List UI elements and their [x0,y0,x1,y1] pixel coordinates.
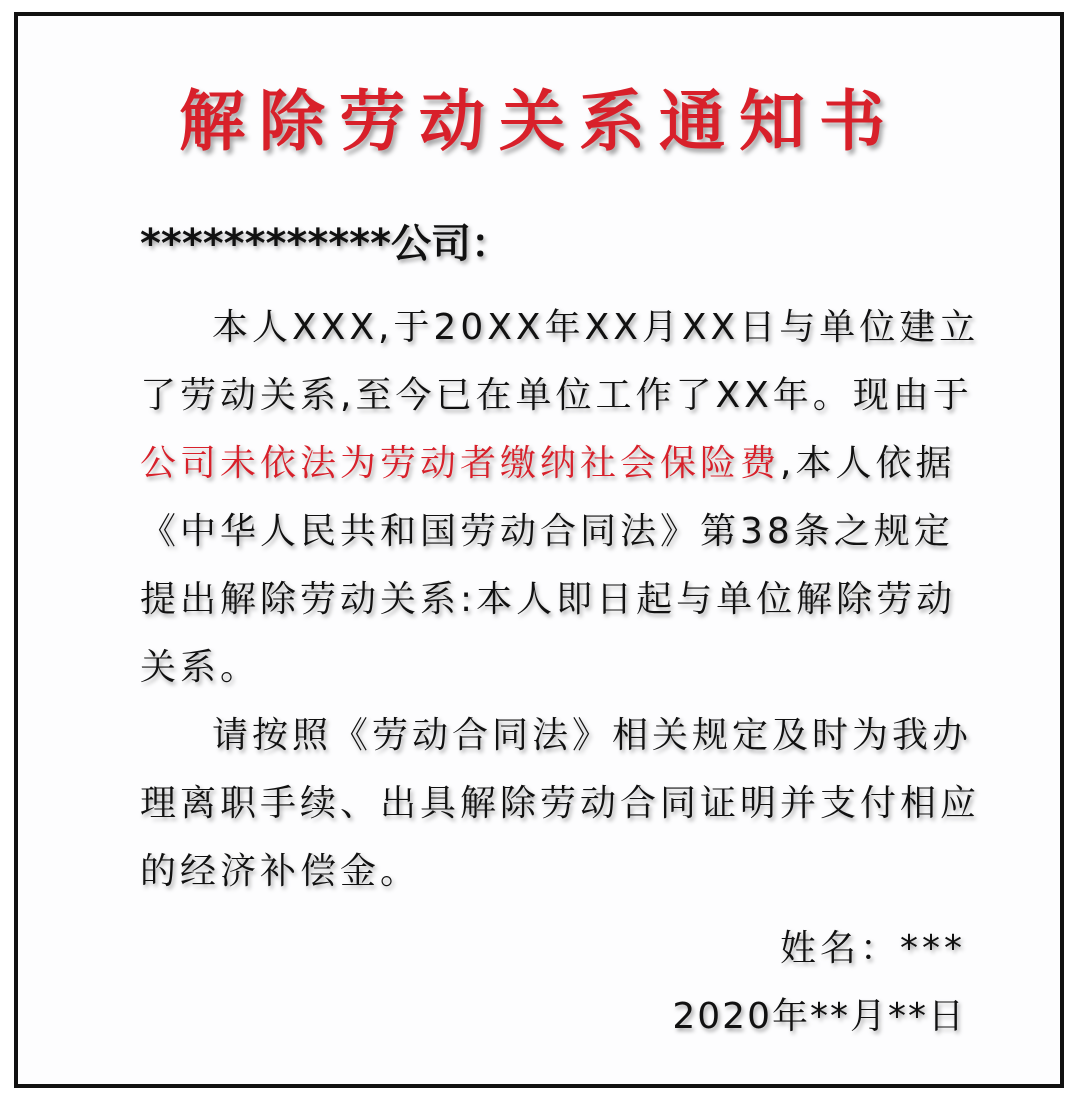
paragraph-1-text-start: 本人XXX,于20XX年XX月XX日与单位建立了劳动关系,至今已在单位工作了XX年。现由于 [140,307,980,416]
paragraph-2: 请按照《劳动合同法》相关规定及时为我办理离职手续、出具解除劳动合同证明并支付相应的经济补偿金。 [140,715,981,892]
letter-body [140,294,990,906]
highlighted-reason: 公司未依法为劳动者缴纳社会保险费 [140,443,781,484]
document-title: 解除劳动关系通知书 [179,83,899,160]
signature-name: 姓名：*** [779,928,966,969]
document-frame [14,12,1064,1088]
signature-date: 2020年**月**日 [672,996,966,1037]
salutation: ************公司： [140,221,512,267]
paragraph-1-text-end: ,本人依据《中华人民共和国劳动合同法》第38条之规定提出解除劳动关系:本人即日起与单位解除劳动关系。 [140,443,957,688]
paragraph-1 [140,294,990,702]
